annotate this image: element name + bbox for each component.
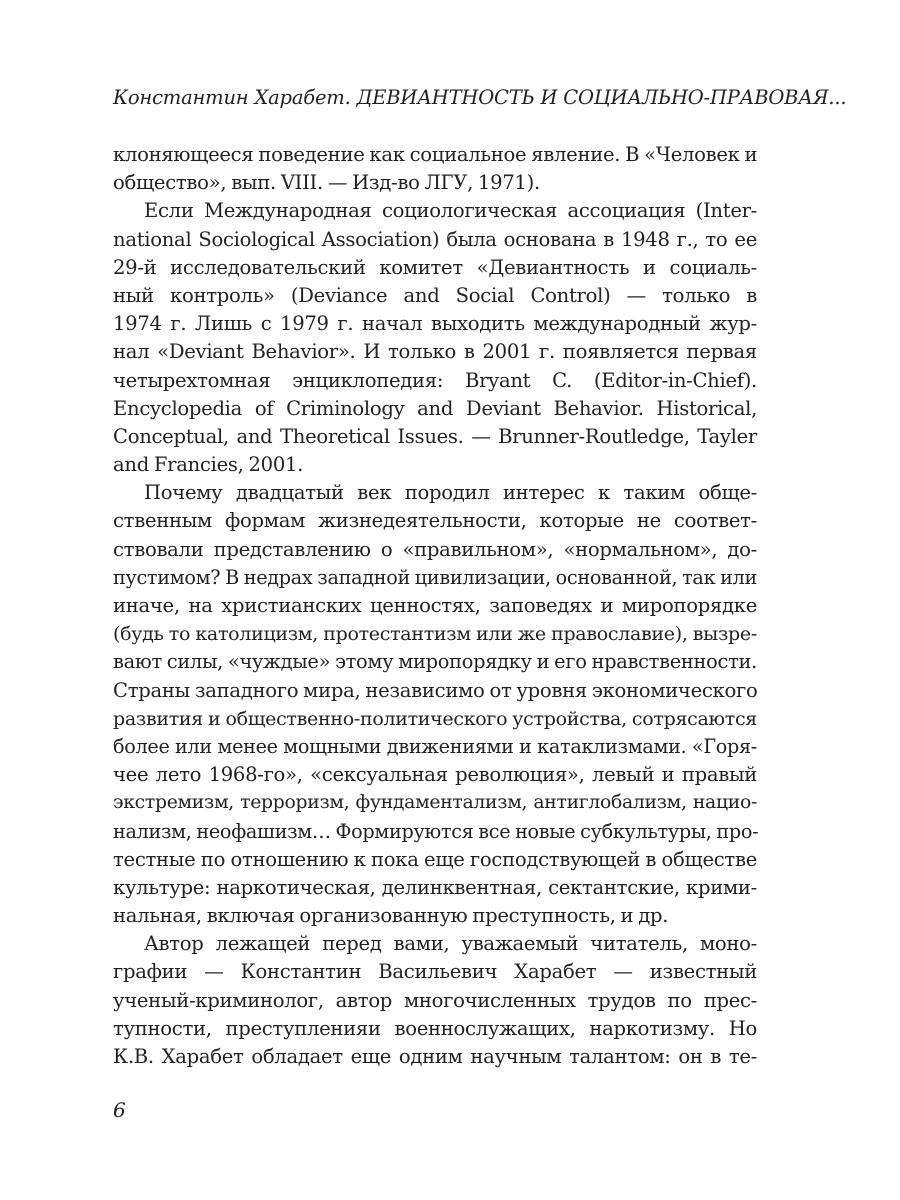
text-line: К.В. Харабет обладает еще одним научным талантом: он в те- xyxy=(113,1045,757,1068)
text-line: более или менее мощными движениями и катаклизмами. «Горя- xyxy=(113,734,757,758)
page-number: 6 xyxy=(113,1098,126,1122)
text-line: общество», вып. VIII. — Изд-во ЛГУ, 1971). xyxy=(113,171,540,195)
text-line: national Sociological Association) была основана в 1948 г., то ее xyxy=(113,227,757,251)
text-line: 29-й исследовательский комитет «Девиантность и социаль- xyxy=(113,255,757,279)
text-line: Conceptual, and Theoretical Issues. — Brunner-Routledge, Tayler xyxy=(113,424,757,448)
text-line: четырехтомная энциклопедия: Bryant C. (Editor-in-Chief). xyxy=(113,368,757,392)
text-line: тестные по отношению к пока еще господствующей в обществе xyxy=(113,847,757,871)
text-line: ный контроль» (Deviance and Social Control) — только в xyxy=(113,283,757,307)
running-header: Константин Харабет. ДЕВИАНТНОСТЬ И СОЦИАЛЬНО-ПРАВОВАЯ... xyxy=(113,86,847,109)
text-line: иначе, на христианских ценностях, заповедях и миропорядке xyxy=(113,594,757,617)
text-line: 1974 г. Лишь с 1979 г. начал выходить международный жур- xyxy=(113,312,757,336)
text-line: чее лето 1968-го», «сексуальная революция», левый и правый xyxy=(113,763,757,787)
text-line: and Francies, 2001. xyxy=(113,453,304,477)
text-line: Encyclopedia of Criminology and Deviant Behavior. Historical, xyxy=(113,396,757,420)
text-line: Если Международная социологическая ассоциация (Inter- xyxy=(144,199,757,223)
text-line: развития и общественно-политического устройства, сотрясаются xyxy=(113,707,757,730)
text-line: Страны западного мира, независимо от уровня экономического xyxy=(113,678,758,702)
text-line: пустимом? В недрах западной цивилизации, основанной, так или xyxy=(113,565,757,589)
text-line: Почему двадцатый век породил интерес к таким обще- xyxy=(144,481,757,505)
text-line: графии — Константин Васильевич Харабет — известный xyxy=(113,960,757,984)
text-line: культуре: наркотическая, делинквентная, сектантские, крими- xyxy=(113,875,757,899)
text-line: ствовали представлению о «правильном», «нормальном», до- xyxy=(113,537,757,561)
text-line: нальная, включая организованную преступность, и др. xyxy=(113,904,669,928)
text-line: (будь то католицизм, протестантизм или же православие), вызре- xyxy=(113,623,757,646)
text-line: нализм, неофашизм… Формируются все новые субкультуры, про- xyxy=(113,819,759,843)
text-line: клоняющееся поведение как социальное явление. В «Человек и xyxy=(113,143,758,166)
text-line: тупности, преступленияи военнослужащих, наркотизму. Но xyxy=(113,1016,757,1040)
text-line: вают силы, «чуждые» этому миропорядку и его нравственности. xyxy=(113,650,757,674)
paragraph xyxy=(113,479,757,930)
paragraph xyxy=(113,141,757,197)
text-line: Автор лежащей перед вами, уважаемый читатель, моно- xyxy=(144,932,757,956)
body-text xyxy=(113,141,757,1071)
text-line: ученый-криминолог, автор многочисленных трудов по прес- xyxy=(113,988,757,1012)
paragraph xyxy=(113,930,757,1071)
text-line: нал «Deviant Behavior». И только в 2001 г. появляется первая xyxy=(113,340,757,364)
paragraph xyxy=(113,197,757,479)
text-line: ственным формам жизнедеятельности, которые не соответ- xyxy=(113,509,757,533)
text-line: экстремизм, терроризм, фундаментализм, антиглобализм, нацио- xyxy=(113,792,757,814)
